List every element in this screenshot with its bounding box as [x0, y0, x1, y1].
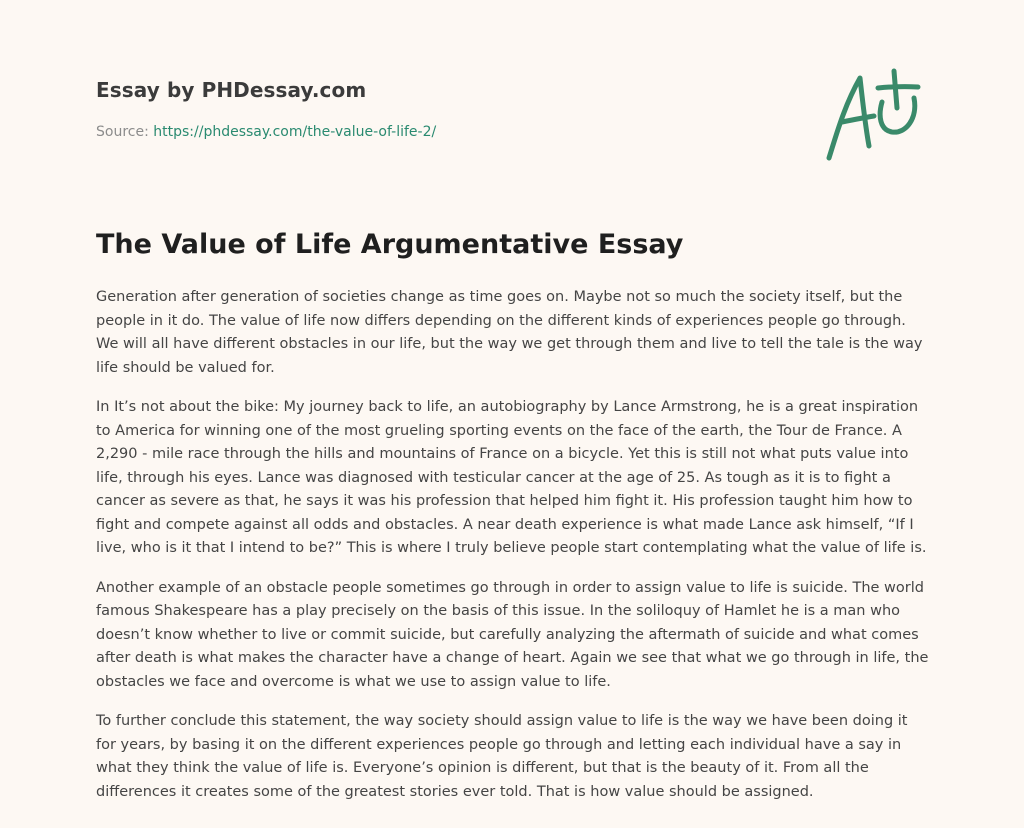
paragraph: Another example of an obstacle people sometimes go through in order to assign value to life is suicide. The world famous Shakespeare has a play precisely on the basis of this issue. In the soliloquy of Hamlet he is a man who doesn’t know whether to live or commit suicide, but carefully analyzing the aftermath of suicide and what comes after death is what makes the character have a change of heart. Again we see that what we go through in life, the obstacles we face and overcome is what we use to assign value to life.: [96, 579, 929, 690]
site-brand: Essay by PHDessay.com: [96, 78, 367, 102]
a-plus-logo-icon: [822, 66, 932, 166]
source-label: Source:: [96, 124, 154, 140]
essay-title: The Value of Life Argumentative Essay: [96, 229, 684, 260]
paragraph: Generation after generation of societies change as time goes on. Maybe not so much the society itself, but the people in it do. The value of life now differs depending on the different kinds of experiences people go through. We will all have different obstacles in our life, but the way we get through them and live to tell the tale is the way life should be valued for.: [96, 289, 923, 376]
source-line: [96, 122, 796, 142]
source-link[interactable]: https://phdessay.com/the-value-of-life-2/: [153, 124, 437, 140]
paragraph: To further conclude this statement, the way society should assign value to life is the way we have been doing it for years, by basing it on the different experiences people go through and letting each individual have a say in what they think the value of life is. Everyone’s opinion is different, but that is the beauty of it. From all the differences it creates some of the greatest stories ever told. That is how value should be assigned.: [96, 713, 908, 800]
essay-body: [96, 286, 932, 820]
page-header: [96, 76, 796, 142]
paragraph: In It’s not about the bike: My journey back to life, an autobiography by Lance Armstrong, he is a great inspiration to America for winning one of the most grueling sporting events on the face of the earth, the Tour de France. A 2,290 - mile race through the hills and mountains of France on a bicycle. Yet this is still not what puts value into life, through his eyes. Lance was diagnosed with testicular cancer at the age of 25. As tough as it is to fight a cancer as severe as that, he says it was his profession that helped him fight it. His profession taught him how to fight and compete against all odds and obstacles. A near death experience is what made Lance ask himself, “If I live, who is it that I intend to be?” This is where I truly believe people start contemplating what the value of life is.: [96, 399, 927, 556]
